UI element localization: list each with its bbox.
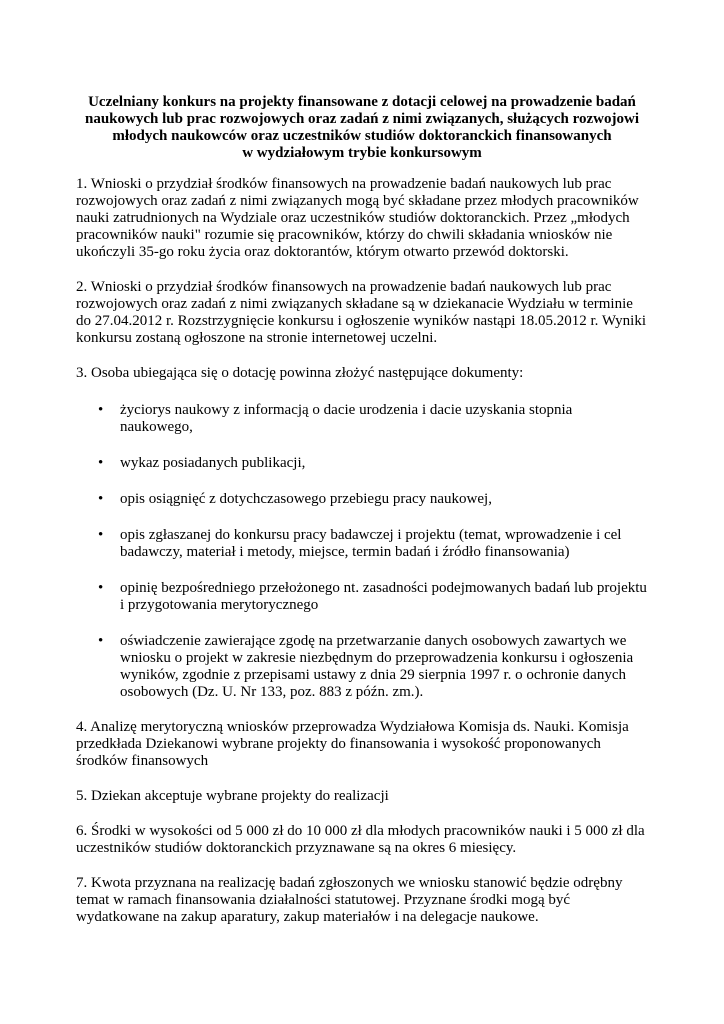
- paragraph-3: 3. Osoba ubiegająca się o dotację powinna złożyć następujące dokumenty:: [76, 365, 524, 381]
- list-item: [76, 633, 648, 701]
- title-line-1: Uczelniany konkurs na projekty finansowane z dotacji celowej na prowadzenie badań: [88, 94, 636, 110]
- list-item-text: opis zgłaszanej do konkursu pracy badawczej i projektu (temat, wprowadzenie i cel badawczy, materiał i metody, miejsce, termin badań i źródło finansowania): [120, 527, 622, 560]
- bullet-icon: •: [98, 402, 104, 418]
- bullet-icon: •: [98, 527, 104, 543]
- paragraph-1: 1. Wnioski o przydział środków finansowych na prowadzenie badań naukowych lub prac rozwojowych oraz zadań z nimi związanych mogą być składane przez młodych pracowników nauki zatrudnionych na Wydziale oraz uczestników studiów doktoranckich. Przez „młodych pracowników nauki" rozumie się pracowników, którzy do chwili składania wniosków nie ukończyli 35-go roku życia oraz doktorantów, którym otwarto przewód doktorski.: [76, 176, 639, 260]
- paragraph-2: 2. Wnioski o przydział środków finansowych na prowadzenie badań naukowych lub prac rozwojowych oraz zadań z nimi związanych składane są w dziekanacie Wydziału w terminie do 27.04.2012 r. Rozstrzygnięcie konkursu i ogłoszenie wyników nastąpi 18.05.2012 r. Wyniki konkursu zostaną ogłoszone na stronie internetowej uczelni.: [76, 279, 646, 346]
- title-line-4: w wydziałowym trybie konkursowym: [242, 145, 482, 161]
- document-page: [76, 94, 648, 944]
- list-item-text: życiorys naukowy z informacją o dacie urodzenia i dacie uzyskania stopnia naukowego,: [120, 402, 573, 435]
- list-item-text: opis osiągnięć z dotychczasowego przebiegu pracy naukowej,: [120, 491, 492, 507]
- list-item-text: oświadczenie zawierające zgodę na przetwarzanie danych osobowych zawartych we wniosku o projekt w zakresie niezbędnym do przeprowadzenia konkursu i ogłoszenia wyników, zgodnie z przepisami ustawy z dnia 29 sierpnia 1997 r. o ochronie danych osobowych (Dz. U. Nr 133, poz. 883 z późn. zm.).: [120, 633, 634, 700]
- list-item: [76, 455, 648, 472]
- paragraph-4: 4. Analizę merytoryczną wniosków przeprowadza Wydziałowa Komisja ds. Nauki. Komisja przedkłada Dziekanowi wybrane projekty do finansowania i wysokość proponowanych środków finansowych: [76, 719, 629, 769]
- title-line-2: naukowych lub prac rozwojowych oraz zadań z nimi związanych, służących rozwojowi: [84, 111, 639, 127]
- paragraph-7: 7. Kwota przyznana na realizację badań zgłoszonych we wniosku stanowić będzie odrębny temat w ramach finansowania działalności statutowej. Przyznane środki mogą być wydatkowane na zakup aparatury, zakup materiałów i na delegacje naukowe.: [76, 875, 623, 925]
- list-item: [76, 527, 648, 561]
- bullet-icon: •: [98, 491, 104, 507]
- list-item: [76, 402, 648, 436]
- title-line-3: młodych naukowców oraz uczestników studiów doktoranckich finansowanych: [112, 128, 612, 144]
- paragraph-5: 5. Dziekan akceptuje wybrane projekty do realizacji: [76, 788, 389, 804]
- bullet-icon: •: [98, 580, 104, 596]
- list-item: [76, 580, 648, 614]
- document-title: [76, 94, 648, 162]
- list-item: [76, 491, 648, 508]
- required-documents-list: [76, 402, 648, 701]
- bullet-icon: •: [98, 633, 104, 649]
- list-item-text: wykaz posiadanych publikacji,: [120, 455, 306, 471]
- bullet-icon: •: [98, 455, 104, 471]
- list-item-text: opinię bezpośredniego przełożonego nt. zasadności podejmowanych badań lub projektu i przygotowania merytorycznego: [120, 580, 647, 613]
- paragraph-6: 6. Środki w wysokości od 5 000 zł do 10 000 zł dla młodych pracowników nauki i 5 000 zł dla uczestników studiów doktoranckich przyznawane są na okres 6 miesięcy.: [76, 823, 645, 856]
